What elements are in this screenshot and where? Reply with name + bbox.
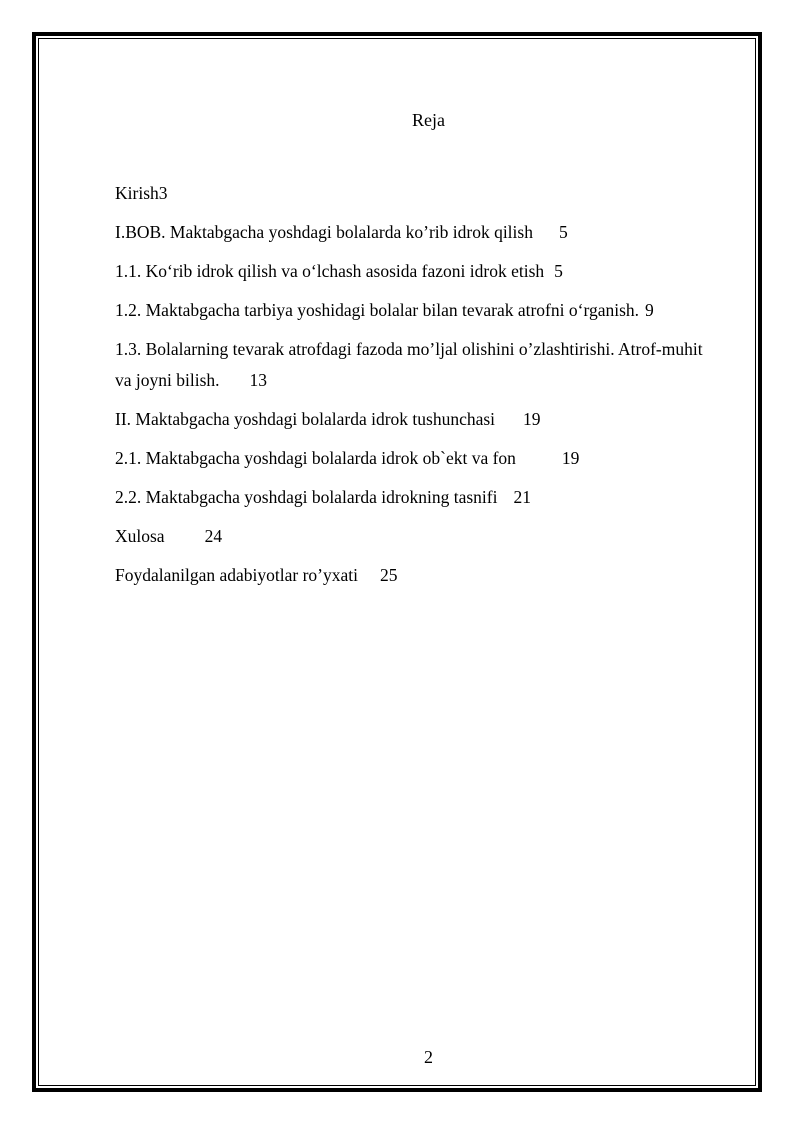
toc-item-text: Foydalanilgan adabiyotlar ro’yxati	[115, 565, 358, 585]
page-title: Reja	[412, 110, 445, 130]
toc-item-kirish	[115, 178, 705, 209]
toc-item-page: 9	[645, 300, 654, 320]
toc-item-2-2	[115, 482, 705, 513]
toc-item-text: 1.3. Bolalarning tevarak atrofdagi fazoda mo’ljal olishini o’zlashtirishi. Atrof-muhit va joyni bilish.	[115, 339, 703, 390]
toc-item-1-3	[115, 334, 705, 396]
toc-item-text: 2.1. Maktabgacha yoshdagi bolalarda idrok ob`ekt va fon	[115, 448, 516, 468]
toc-item-1-1	[115, 256, 705, 287]
toc-item-page: 5	[558, 222, 568, 242]
toc-item-references	[115, 560, 705, 591]
toc-item-text: 2.2. Maktabgacha yoshdagi bolalarda idrokning tasnifi	[115, 487, 498, 507]
toc-item-2-1	[115, 443, 705, 474]
toc-item-text: II. Maktabgacha yoshdagi bolalarda idrok tushunchasi	[115, 409, 496, 429]
table-of-contents	[115, 178, 705, 599]
toc-item-page: 19	[561, 448, 580, 468]
toc-item-text: I.BOB. Maktabgacha yoshdagi bolalarda ko’rib idrok qilish	[115, 222, 533, 242]
toc-item-page: 3	[158, 183, 168, 203]
toc-item-chapter-1	[115, 217, 705, 248]
toc-item-page: 19	[523, 409, 541, 429]
toc-item-text: Kirish	[115, 183, 159, 203]
toc-item-page: 24	[204, 526, 223, 546]
toc-item-1-2	[115, 295, 705, 326]
toc-item-page: 21	[513, 487, 531, 507]
toc-item-page: 25	[379, 565, 398, 585]
toc-item-chapter-2	[115, 404, 705, 435]
toc-item-text: 1.2. Maktabgacha tarbiya yoshidagi bolalar bilan tevarak atrofni o‘rganish.	[115, 300, 640, 320]
toc-item-xulosa	[115, 521, 705, 552]
toc-item-page: 13	[249, 370, 268, 390]
page-number: 2	[424, 1047, 433, 1067]
toc-item-text: Xulosa	[115, 526, 165, 546]
toc-item-page: 5	[554, 261, 563, 281]
toc-item-text: 1.1. Ko‘rib idrok qilish va o‘lchash asosida fazoni idrok etish	[115, 261, 545, 281]
